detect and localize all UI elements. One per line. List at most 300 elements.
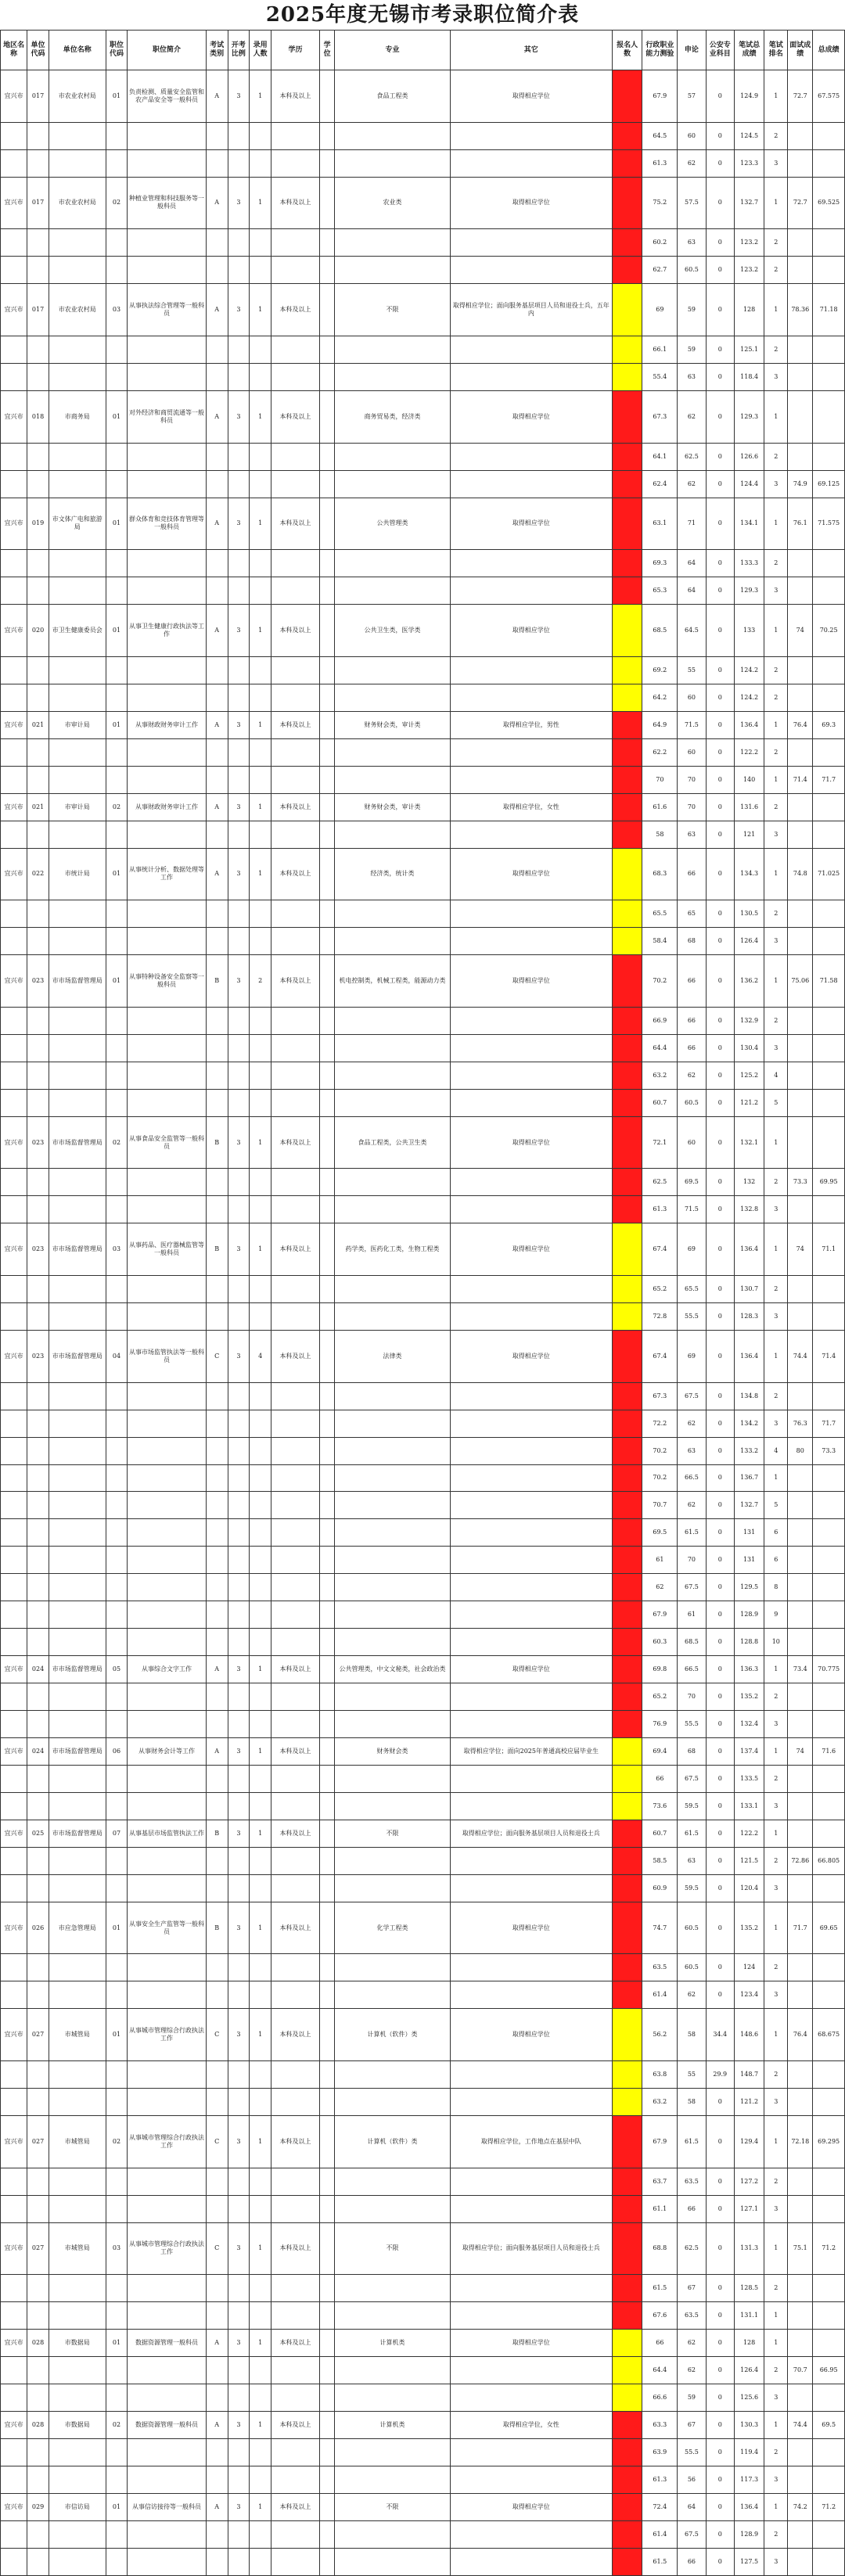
table-cell xyxy=(788,2466,813,2494)
table-row xyxy=(1,2439,845,2466)
table-cell xyxy=(813,656,845,684)
table-cell xyxy=(788,793,813,821)
table-cell: 60 xyxy=(678,684,706,711)
table-cell xyxy=(49,149,106,177)
table-row xyxy=(1,2357,845,2384)
table-cell xyxy=(128,1464,206,1492)
table-cell xyxy=(788,363,813,390)
table-cell: A xyxy=(206,2412,228,2439)
table-cell xyxy=(228,1437,250,1464)
table-cell: 04 xyxy=(106,1330,128,1382)
table-cell xyxy=(106,2357,128,2384)
table-header xyxy=(1,31,845,70)
table-cell xyxy=(320,1981,335,2009)
table-cell: 023 xyxy=(27,1223,49,1276)
table-cell xyxy=(612,684,642,711)
table-cell xyxy=(813,443,845,470)
table-cell xyxy=(335,928,450,955)
table-cell xyxy=(49,1169,106,1196)
table-cell xyxy=(206,1711,228,1738)
table-cell: 127.2 xyxy=(734,2168,764,2195)
table-cell: 75.1 xyxy=(788,2222,813,2275)
table-cell: 0 xyxy=(706,1276,734,1303)
table-cell xyxy=(450,577,612,605)
table-cell: 1 xyxy=(764,498,788,550)
table-cell xyxy=(49,1574,106,1601)
table-cell xyxy=(271,1196,320,1223)
table-cell: 0 xyxy=(706,229,734,257)
table-cell: 67.9 xyxy=(642,1601,678,1629)
table-cell xyxy=(250,766,271,793)
table-cell xyxy=(128,2061,206,2089)
table-cell xyxy=(228,656,250,684)
table-cell xyxy=(271,766,320,793)
table-cell: 从事食品安全监管等一般科员 xyxy=(128,1116,206,1169)
table-cell xyxy=(27,2168,49,2195)
table-cell: 132 xyxy=(734,1169,764,1196)
table-cell xyxy=(49,1954,106,1981)
table-cell: 01 xyxy=(106,2330,128,2357)
table-cell: 1 xyxy=(250,177,271,229)
table-cell xyxy=(206,2275,228,2302)
table-cell: 本科及以上 xyxy=(271,70,320,123)
table-cell: 63.2 xyxy=(642,1062,678,1089)
position-table-grid xyxy=(0,30,845,2576)
table-cell: 0 xyxy=(706,1330,734,1382)
table-cell: 0 xyxy=(706,1382,734,1410)
table-cell: 0 xyxy=(706,550,734,577)
table-cell: 取得相应学位；面向服务基层项目人员和退役士兵 xyxy=(450,2222,612,2275)
table-cell: 3 xyxy=(764,2195,788,2222)
table-cell xyxy=(788,1116,813,1169)
table-cell: 本科及以上 xyxy=(271,1223,320,1276)
table-cell xyxy=(320,336,335,363)
table-cell xyxy=(228,1007,250,1034)
table-cell: 市数据局 xyxy=(49,2330,106,2357)
table-cell xyxy=(813,793,845,821)
table-cell xyxy=(788,2302,813,2330)
table-cell xyxy=(335,1464,450,1492)
table-cell xyxy=(612,1464,642,1492)
table-cell: 60.5 xyxy=(678,1089,706,1116)
table-row xyxy=(1,1711,845,1738)
table-cell xyxy=(271,1765,320,1792)
table-cell xyxy=(335,1169,450,1196)
table-cell xyxy=(450,2302,612,2330)
table-cell xyxy=(206,821,228,848)
table-cell: 0 xyxy=(706,1007,734,1034)
table-cell xyxy=(320,1954,335,1981)
table-cell: 0 xyxy=(706,1302,734,1330)
table-cell xyxy=(128,2195,206,2222)
table-cell xyxy=(271,2168,320,2195)
table-cell xyxy=(228,2302,250,2330)
table-cell: 本科及以上 xyxy=(271,793,320,821)
table-row xyxy=(1,363,845,390)
table-cell xyxy=(335,363,450,390)
table-cell xyxy=(128,1683,206,1711)
table-cell xyxy=(788,2195,813,2222)
table-cell: 2 xyxy=(764,738,788,766)
table-cell xyxy=(271,1847,320,1874)
table-cell: 64.4 xyxy=(642,1034,678,1062)
table-cell: 66.9 xyxy=(642,1007,678,1034)
table-cell: 62 xyxy=(678,1981,706,2009)
table-cell: A xyxy=(206,2493,228,2520)
table-cell xyxy=(335,149,450,177)
table-cell: 1 xyxy=(764,2222,788,2275)
table-row xyxy=(1,2116,845,2168)
table-cell xyxy=(49,2548,106,2575)
table-cell xyxy=(271,1464,320,1492)
table-cell xyxy=(450,1492,612,1519)
column-header: 学历 xyxy=(271,31,320,70)
table-cell: 66.1 xyxy=(642,336,678,363)
table-cell: 从事卫生健康行政执法等工作 xyxy=(128,605,206,657)
table-cell xyxy=(271,2195,320,2222)
table-cell xyxy=(612,1062,642,1089)
table-cell: 0 xyxy=(706,2195,734,2222)
table-cell xyxy=(27,229,49,257)
table-cell: 124.2 xyxy=(734,656,764,684)
table-cell xyxy=(49,1034,106,1062)
table-cell: 68.3 xyxy=(642,848,678,900)
table-cell xyxy=(612,1601,642,1629)
column-header: 面试成绩 xyxy=(788,31,813,70)
table-cell xyxy=(813,821,845,848)
table-cell: 0 xyxy=(706,1792,734,1820)
table-cell xyxy=(228,2195,250,2222)
table-cell xyxy=(271,738,320,766)
table-cell xyxy=(612,2275,642,2302)
table-cell xyxy=(813,1981,845,2009)
table-cell xyxy=(271,1981,320,2009)
table-cell xyxy=(788,149,813,177)
page-title: 2025年度无锡市考录职位简介表 xyxy=(265,3,580,27)
table-cell xyxy=(1,2357,27,2384)
table-cell: 1 xyxy=(250,1116,271,1169)
table-row xyxy=(1,2493,845,2520)
table-cell xyxy=(128,2520,206,2548)
table-cell xyxy=(813,1382,845,1410)
table-cell xyxy=(128,2089,206,2116)
table-cell: 118.4 xyxy=(734,363,764,390)
table-cell xyxy=(450,2357,612,2384)
table-cell: 71.025 xyxy=(813,848,845,900)
table-cell xyxy=(612,1954,642,1981)
table-cell xyxy=(228,443,250,470)
table-cell: 取得相应学位；面向2025年普通高校应届毕业生 xyxy=(450,1738,612,1766)
table-cell xyxy=(228,1683,250,1711)
table-row xyxy=(1,2089,845,2116)
table-cell xyxy=(27,2466,49,2494)
table-cell: 71.5 xyxy=(678,711,706,738)
table-cell xyxy=(612,1276,642,1303)
table-cell xyxy=(128,1954,206,1981)
table-cell xyxy=(320,928,335,955)
table-cell: 126.6 xyxy=(734,443,764,470)
table-cell xyxy=(206,2357,228,2384)
table-cell xyxy=(106,1089,128,1116)
table-row xyxy=(1,1410,845,1437)
table-cell xyxy=(788,1765,813,1792)
table-cell: 134.2 xyxy=(734,1410,764,1437)
table-cell xyxy=(813,1492,845,1519)
table-cell: 取得相应学位 xyxy=(450,2009,612,2061)
table-cell: 市城管局 xyxy=(49,2222,106,2275)
table-cell: 9 xyxy=(764,1601,788,1629)
table-cell xyxy=(320,1464,335,1492)
table-cell: 市市场监督管理局 xyxy=(49,1656,106,1683)
table-cell xyxy=(1,1574,27,1601)
table-cell: 70.25 xyxy=(813,605,845,657)
table-cell xyxy=(788,2061,813,2089)
table-cell xyxy=(612,2116,642,2168)
table-cell xyxy=(612,711,642,738)
table-row xyxy=(1,2195,845,2222)
table-cell: 取得相应学位 xyxy=(450,177,612,229)
header-row xyxy=(1,31,845,70)
table-cell: 02 xyxy=(106,1116,128,1169)
table-cell xyxy=(250,2275,271,2302)
table-cell: 从事城市管理综合行政执法工作 xyxy=(128,2222,206,2275)
table-cell xyxy=(612,257,642,284)
table-cell xyxy=(813,2548,845,2575)
table-cell xyxy=(1,1874,27,1902)
table-cell: 69.8 xyxy=(642,1656,678,1683)
table-cell xyxy=(228,149,250,177)
table-cell: 74.9 xyxy=(788,470,813,498)
table-cell: 025 xyxy=(27,1820,49,1847)
table-cell: 69.5 xyxy=(678,1169,706,1196)
table-cell xyxy=(813,2061,845,2089)
table-cell: 126.4 xyxy=(734,2357,764,2384)
table-cell xyxy=(612,2357,642,2384)
table-row xyxy=(1,656,845,684)
table-cell: 0 xyxy=(706,1492,734,1519)
table-cell xyxy=(106,1874,128,1902)
table-cell xyxy=(335,1437,450,1464)
table-cell xyxy=(206,900,228,928)
table-row xyxy=(1,900,845,928)
table-cell: 市卫生健康委员会 xyxy=(49,605,106,657)
table-cell xyxy=(206,550,228,577)
table-cell: 130.3 xyxy=(734,2412,764,2439)
table-cell xyxy=(450,1792,612,1820)
table-cell: 0 xyxy=(706,1601,734,1629)
table-cell: 01 xyxy=(106,390,128,443)
table-cell: 0 xyxy=(706,1547,734,1574)
table-cell xyxy=(250,1874,271,1902)
table-cell: 0 xyxy=(706,1765,734,1792)
table-cell xyxy=(788,2520,813,2548)
table-cell xyxy=(612,122,642,149)
table-cell xyxy=(1,1492,27,1519)
table-cell xyxy=(128,821,206,848)
table-cell xyxy=(788,1601,813,1629)
table-cell xyxy=(320,766,335,793)
table-cell xyxy=(27,1765,49,1792)
table-cell: 021 xyxy=(27,711,49,738)
table-cell xyxy=(250,336,271,363)
table-cell: 3 xyxy=(228,1656,250,1683)
table-cell xyxy=(27,2275,49,2302)
table-cell xyxy=(106,1765,128,1792)
table-cell: 67.9 xyxy=(642,2116,678,2168)
table-row xyxy=(1,577,845,605)
table-cell xyxy=(450,149,612,177)
table-cell: 132.4 xyxy=(734,1711,764,1738)
table-cell xyxy=(206,656,228,684)
table-cell xyxy=(250,470,271,498)
table-cell: 66.6 xyxy=(642,2384,678,2412)
table-cell: 66 xyxy=(678,955,706,1008)
table-cell: 74 xyxy=(788,1738,813,1766)
table-cell xyxy=(788,928,813,955)
table-cell xyxy=(813,1007,845,1034)
table-cell xyxy=(250,1169,271,1196)
table-cell: 74 xyxy=(788,605,813,657)
table-cell xyxy=(106,1683,128,1711)
table-cell: 133 xyxy=(734,605,764,657)
table-cell: 0 xyxy=(706,1711,734,1738)
table-cell: 0 xyxy=(706,1874,734,1902)
table-cell: 本科及以上 xyxy=(271,177,320,229)
table-cell xyxy=(1,2168,27,2195)
table-cell xyxy=(27,656,49,684)
table-cell: 宜兴市 xyxy=(1,1820,27,1847)
table-cell xyxy=(228,363,250,390)
table-cell xyxy=(335,2302,450,2330)
table-row xyxy=(1,2061,845,2089)
table-cell xyxy=(320,2439,335,2466)
table-cell xyxy=(320,848,335,900)
table-cell xyxy=(813,2275,845,2302)
table-cell: 65.3 xyxy=(642,577,678,605)
table-cell xyxy=(335,2168,450,2195)
table-cell: 3 xyxy=(228,498,250,550)
table-cell xyxy=(271,656,320,684)
table-cell: 64.5 xyxy=(678,605,706,657)
table-cell xyxy=(335,2520,450,2548)
table-cell xyxy=(1,550,27,577)
table-row xyxy=(1,1519,845,1547)
table-cell: 61.3 xyxy=(642,149,678,177)
table-cell: 125.6 xyxy=(734,2384,764,2412)
table-cell: 宜兴市 xyxy=(1,1656,27,1683)
table-cell xyxy=(228,1765,250,1792)
table-cell: 65.2 xyxy=(642,1683,678,1711)
table-cell: 3 xyxy=(228,2222,250,2275)
table-cell xyxy=(788,900,813,928)
table-cell: 67.4 xyxy=(642,1330,678,1382)
table-cell xyxy=(813,900,845,928)
table-cell: 124.4 xyxy=(734,470,764,498)
table-row xyxy=(1,390,845,443)
table-cell: 农业类 xyxy=(335,177,450,229)
table-cell: 3 xyxy=(764,1034,788,1062)
table-cell: 74.7 xyxy=(642,1902,678,1954)
table-cell: 宜兴市 xyxy=(1,390,27,443)
table-cell xyxy=(49,1382,106,1410)
table-cell: 66 xyxy=(678,2195,706,2222)
table-cell xyxy=(612,1492,642,1519)
table-cell: 020 xyxy=(27,605,49,657)
table-cell xyxy=(27,443,49,470)
table-cell: 69.5 xyxy=(813,2412,845,2439)
table-cell: 0 xyxy=(706,766,734,793)
table-cell xyxy=(106,1007,128,1034)
table-cell: 市信访局 xyxy=(49,2493,106,2520)
table-cell xyxy=(788,2275,813,2302)
table-cell xyxy=(206,2466,228,2494)
table-cell xyxy=(788,2439,813,2466)
table-cell xyxy=(49,2195,106,2222)
table-cell xyxy=(450,336,612,363)
table-cell xyxy=(206,1382,228,1410)
table-cell xyxy=(335,1382,450,1410)
table-cell: 132.1 xyxy=(734,1116,764,1169)
table-cell xyxy=(612,1574,642,1601)
table-cell: 148.6 xyxy=(734,2009,764,2061)
table-cell: 61.5 xyxy=(678,2116,706,2168)
table-cell: 从事信访接待等一般科员 xyxy=(128,2493,206,2520)
table-row xyxy=(1,2466,845,2494)
table-cell: 1 xyxy=(250,70,271,123)
table-cell xyxy=(106,2548,128,2575)
table-cell: 1 xyxy=(764,766,788,793)
table-cell xyxy=(27,1464,49,1492)
table-cell xyxy=(271,1601,320,1629)
table-cell xyxy=(1,149,27,177)
table-cell xyxy=(128,122,206,149)
table-cell: 本科及以上 xyxy=(271,2330,320,2357)
table-cell xyxy=(320,2222,335,2275)
table-body xyxy=(1,70,845,2576)
column-header: 申论 xyxy=(678,31,706,70)
table-cell: 2 xyxy=(764,1847,788,1874)
table-cell xyxy=(612,1330,642,1382)
table-cell: 5 xyxy=(764,1492,788,1519)
table-cell: 财务财会类，审计类 xyxy=(335,711,450,738)
table-cell xyxy=(788,656,813,684)
table-cell xyxy=(612,1765,642,1792)
table-cell xyxy=(206,149,228,177)
table-cell: 73.3 xyxy=(813,1437,845,1464)
table-cell xyxy=(49,1089,106,1116)
table-cell: C xyxy=(206,1330,228,1382)
table-cell: 72.4 xyxy=(642,2493,678,2520)
table-cell xyxy=(788,1792,813,1820)
table-cell xyxy=(250,2168,271,2195)
table-cell xyxy=(49,550,106,577)
table-cell xyxy=(813,2439,845,2466)
table-cell xyxy=(1,1464,27,1492)
table-cell xyxy=(450,1062,612,1089)
table-cell xyxy=(206,766,228,793)
table-cell: 0 xyxy=(706,1519,734,1547)
table-row xyxy=(1,443,845,470)
table-cell xyxy=(27,550,49,577)
table-cell xyxy=(1,2275,27,2302)
table-row xyxy=(1,1874,845,1902)
table-cell xyxy=(320,177,335,229)
table-cell xyxy=(271,257,320,284)
table-cell: 本科及以上 xyxy=(271,2222,320,2275)
table-cell: 023 xyxy=(27,1116,49,1169)
table-cell xyxy=(320,1492,335,1519)
table-cell xyxy=(206,443,228,470)
